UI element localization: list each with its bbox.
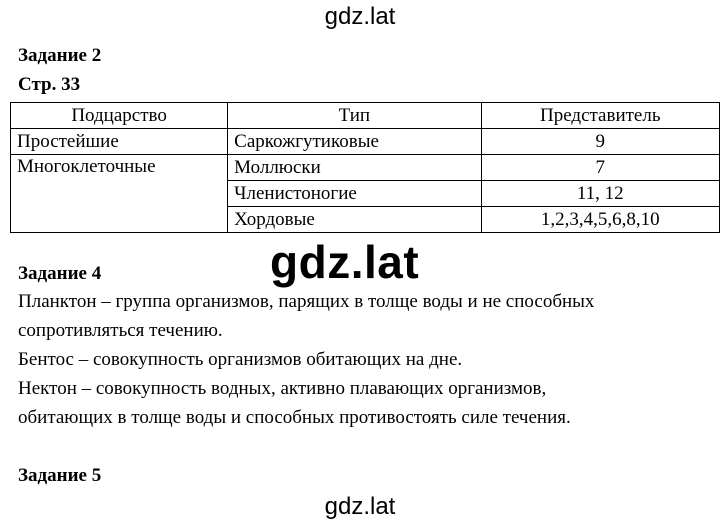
- cell-representative: 1,2,3,4,5,6,8,10: [481, 207, 720, 233]
- classification-table: [10, 102, 720, 233]
- cell-subkingdom: Многоклеточные: [11, 155, 228, 233]
- watermark-middle: gdz.lat: [270, 236, 420, 288]
- task4-line-4: Нектон – совокупность водных, активно плавающих организмов,: [18, 378, 547, 399]
- cell-type: Саркожгутиковые: [228, 129, 481, 155]
- cell-representative: 11, 12: [481, 181, 720, 207]
- column-header-type: Тип: [228, 103, 481, 129]
- column-header-representative: Представитель: [481, 103, 720, 129]
- task5-heading: Задание 5: [18, 465, 102, 486]
- watermark-top: gdz.lat: [324, 3, 396, 30]
- cell-type: Хордовые: [228, 207, 481, 233]
- task2-heading: Задание 2: [18, 45, 102, 66]
- task4-line-2: сопротивляться течению.: [18, 320, 223, 341]
- table-row: [11, 155, 720, 181]
- cell-type: Моллюски: [228, 155, 481, 181]
- cell-type: Членистоногие: [228, 181, 481, 207]
- task4-line-5: обитающих в толще воды и способных противостоять силе течения.: [18, 407, 571, 428]
- watermark-bottom: gdz.lat: [324, 493, 396, 520]
- cell-representative: 7: [481, 155, 720, 181]
- column-header-subkingdom: Подцарство: [11, 103, 228, 129]
- cell-representative: 9: [481, 129, 720, 155]
- task4-heading: Задание 4: [18, 263, 102, 284]
- page-reference: Стр. 33: [18, 74, 81, 95]
- table-row: [11, 129, 720, 155]
- cell-subkingdom: Простейшие: [11, 129, 228, 155]
- task4-line-3: Бентос – совокупность организмов обитающих на дне.: [18, 349, 463, 370]
- task4-line-1: Планктон – группа организмов, парящих в толще воды и не способных: [18, 291, 595, 312]
- table-header-row: [11, 103, 720, 129]
